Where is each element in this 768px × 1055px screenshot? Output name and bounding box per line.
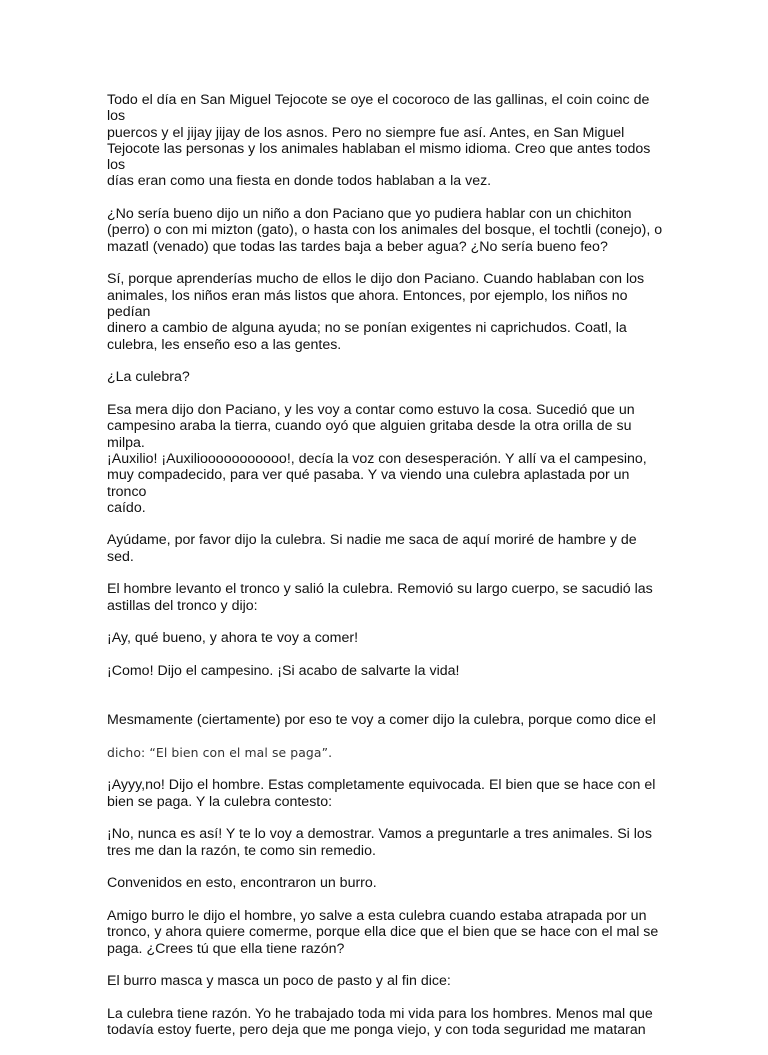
paragraph-11: ¡Ayyy,no! Dijo el hombre. Estas completamente equivocada. El bien que se hace con el bien se paga. Y la culebra contesto:: [107, 777, 656, 810]
paragraph-6: Ayúdame, por favor dijo la culebra. Si nadie me saca de aquí moriré de hambre y de sed.: [107, 532, 637, 565]
paragraph-16: La culebra tiene razón. Yo he trabajado toda mi vida para los hombres. Menos mal que todavía estoy fuerte, pero deja que me ponga viejo, y con toda seguridad me mataran: [107, 1006, 653, 1039]
paragraph-5: Esa mera dijo don Paciano, y les voy a contar como estuvo la cosa. Sucedió que un campesino araba la tierra, cuando oyó que alguien gritaba desde la otra orilla de su milpa. ¡Auxilio! ¡Auxiliooooooooooo!, decía la voz con desesperación. Y allí va el campesino, muy compadecido, para ver qué pasaba. Y va viendo una culebra aplastada por un tronco caído.: [107, 402, 647, 516]
paragraph-dicho-line1: Mesmamente (ciertamente) por eso te voy a comer dijo la culebra, porque como dice el: [107, 712, 656, 729]
paragraph-dicho: [107, 696, 667, 761]
paragraph-dicho-line2: dicho: “El bien con el mal se paga”.: [107, 744, 333, 760]
paragraph-7: El hombre levanto el tronco y salió la culebra. Removió su largo cuerpo, se sacudió las astillas del tronco y dijo:: [107, 581, 653, 614]
paragraph-13: Convenidos en esto, encontraron un burro.: [107, 875, 377, 892]
paragraph-8: ¡Ay, qué bueno, y ahora te voy a comer!: [107, 630, 359, 647]
paragraph-1: Todo el día en San Miguel Tejocote se oye el cocoroco de las gallinas, el coin coinc de los puercos y el jijay jijay de los asnos. Pero no siempre fue así. Antes, en San Miguel Tejocote las personas y los animales hablaban el mismo idioma. Creo que antes todos los días eran como una fiesta en donde todos hablaban a la vez.: [107, 92, 651, 190]
document-body: [107, 92, 667, 1055]
paragraph-14: Amigo burro le dijo el hombre, yo salve a esta culebra cuando estaba atrapada por un tronco, y ahora quiere comerme, porque ella dice que el bien que se hace con el mal se paga. ¿Crees tú que ella tiene razón?: [107, 908, 659, 957]
paragraph-2: ¿No sería bueno dijo un niño a don Paciano que yo pudiera hablar con un chichiton (perro) o con mi mizton (gato), o hasta con los animales del bosque, el tochtli (conejo), o mazatl (venado) que todas las tardes baja a beber agua? ¿No sería bueno feo?: [107, 206, 663, 255]
paragraph-12: ¡No, nunca es así! Y te lo voy a demostrar. Vamos a preguntarle a tres animales. Si los tres me dan la razón, te como sin remedio.: [107, 826, 652, 859]
paragraph-4: ¿La culebra?: [107, 369, 190, 386]
paragraph-3: Sí, porque aprenderías mucho de ellos le dijo don Paciano. Cuando hablaban con los animales, los niños eran más listos que ahora. Entonces, por ejemplo, los niños no pedían dinero a cambio de alguna ayuda; no se ponían exigentes ni caprichudos. Coatl, la culebra, les enseño eso a las gentes.: [107, 271, 645, 353]
paragraph-15: El burro masca y masca un poco de pasto y al fin dice:: [107, 973, 451, 990]
paragraph-9: ¡Como! Dijo el campesino. ¡Si acabo de salvarte la vida!: [107, 663, 460, 680]
